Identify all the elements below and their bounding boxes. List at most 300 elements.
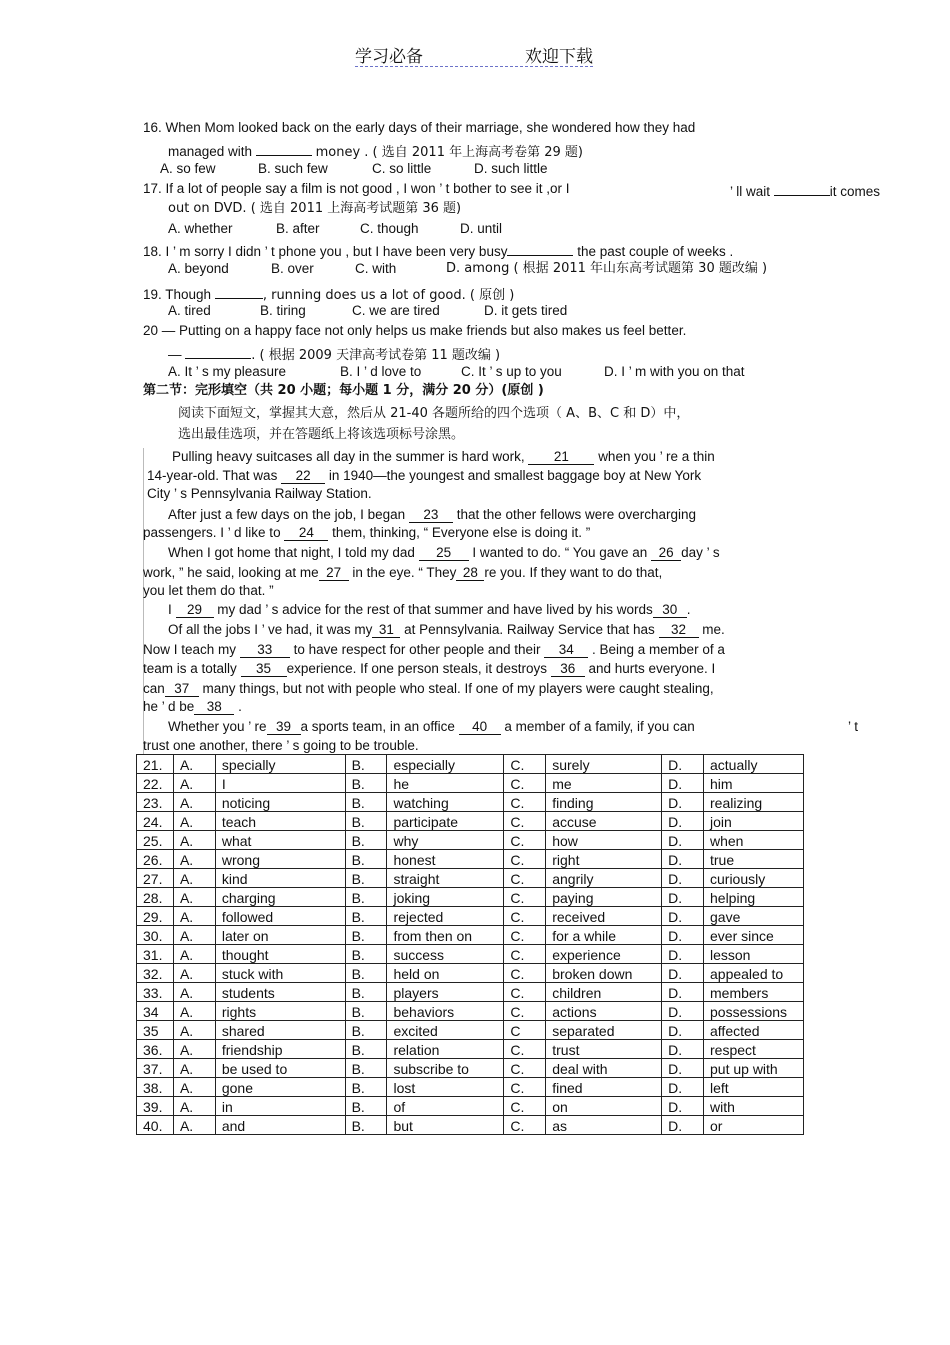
- q17-text3: it comes: [829, 184, 881, 199]
- passage-text: experience. If one person steals, it destroys: [286, 661, 547, 676]
- option-letter: D.: [662, 755, 704, 774]
- option-letter: A.: [173, 1021, 215, 1040]
- option-letter: C.: [504, 888, 546, 907]
- option-text: right: [546, 850, 662, 869]
- blank-23: 23: [409, 507, 453, 523]
- option-letter: A.: [173, 1097, 215, 1116]
- passage-text: many things, but not with people who steal. If one of my players were caught stealing,: [202, 681, 714, 696]
- q19-option-a: A. tired: [168, 303, 211, 318]
- option-letter: B.: [345, 1078, 387, 1097]
- option-letter: C.: [504, 1078, 546, 1097]
- q20-line1: 20 — Putting on a happy face not only helps us make friends but also makes us feel better.: [143, 323, 687, 338]
- passage-line: [143, 680, 714, 698]
- option-letter: C.: [504, 755, 546, 774]
- option-text: lost: [387, 1078, 504, 1097]
- option-text: me: [546, 774, 662, 793]
- blank-30: 30: [653, 602, 687, 618]
- blank-36: 36: [551, 661, 585, 677]
- option-text: specially: [215, 755, 345, 774]
- passage-text: 14-year-old. That was: [147, 468, 278, 483]
- q18-option-a: A. beyond: [168, 261, 229, 276]
- blank-21: 21: [528, 449, 594, 465]
- option-letter: A.: [173, 1116, 215, 1135]
- question-number: 39.: [137, 1097, 174, 1116]
- option-row: [137, 1078, 804, 1097]
- option-row: [137, 888, 804, 907]
- option-text: put up with: [704, 1059, 804, 1078]
- option-letter: C.: [504, 850, 546, 869]
- option-text: respect: [704, 1040, 804, 1059]
- option-letter: A.: [173, 831, 215, 850]
- option-text: why: [387, 831, 504, 850]
- q19-text: 19. Though: [143, 287, 212, 302]
- option-letter: D.: [662, 793, 704, 812]
- passage-line: [147, 467, 701, 485]
- blank-34: 34: [544, 642, 588, 658]
- question-number: 33.: [137, 983, 174, 1002]
- option-letter: D.: [662, 1040, 704, 1059]
- option-text: but: [387, 1116, 504, 1135]
- option-row: [137, 850, 804, 869]
- section2-title: 第二节：完形填空（共 20 小题；每小题 1 分，满分 20 分）(原创 ): [143, 383, 544, 398]
- option-letter: A.: [173, 983, 215, 1002]
- option-text: stuck with: [215, 964, 345, 983]
- option-text: helping: [704, 888, 804, 907]
- option-letter: C.: [504, 983, 546, 1002]
- option-letter: B.: [345, 983, 387, 1002]
- section2-instr2: 选出最佳选项，并在答题纸上将该选项标号涂黑。: [178, 427, 465, 442]
- passage-text: at Pennsylvania. Railway Service that has: [404, 622, 655, 637]
- passage-text: to have respect for other people and their: [293, 642, 541, 657]
- option-letter: C.: [504, 831, 546, 850]
- q18-text: 18. I ’ m sorry I didn ’ t phone you , but I have been very busy: [143, 244, 508, 259]
- option-letter: A.: [173, 1002, 215, 1021]
- option-row: [137, 907, 804, 926]
- q19-option-c: C. we are tired: [352, 303, 440, 318]
- option-text: I: [215, 774, 345, 793]
- blank-28: 28: [456, 565, 484, 581]
- option-text: watching: [387, 793, 504, 812]
- passage-text: re you. If they want to do that,: [484, 565, 663, 580]
- option-row: [137, 812, 804, 831]
- question-number: 22.: [137, 774, 174, 793]
- option-letter: B.: [345, 888, 387, 907]
- option-letter: C.: [504, 1040, 546, 1059]
- option-text: straight: [387, 869, 504, 888]
- option-letter: A.: [173, 793, 215, 812]
- passage-text: me.: [702, 622, 725, 637]
- option-letter: B.: [345, 1097, 387, 1116]
- option-text: lesson: [704, 945, 804, 964]
- question-number: 38.: [137, 1078, 174, 1097]
- q18-option-c: C. with: [355, 261, 397, 276]
- q20-option-a: A. It ’ s my pleasure: [168, 364, 287, 379]
- option-text: finding: [546, 793, 662, 812]
- q17-line1-end: [730, 180, 880, 201]
- option-letter: C: [504, 1021, 546, 1040]
- option-letter: C.: [504, 926, 546, 945]
- option-text: behaviors: [387, 1002, 504, 1021]
- option-row: [137, 869, 804, 888]
- option-text: followed: [215, 907, 345, 926]
- option-text: charging: [215, 888, 345, 907]
- option-text: joking: [387, 888, 504, 907]
- option-text: broken down: [546, 964, 662, 983]
- blank-24: 24: [284, 525, 328, 541]
- blank-33: 33: [240, 642, 290, 658]
- option-letter: D.: [662, 1002, 704, 1021]
- passage-text: . Being a member of a: [592, 642, 725, 657]
- q16-option-b: B. such few: [258, 161, 328, 176]
- option-text: on: [546, 1097, 662, 1116]
- option-text: be used to: [215, 1059, 345, 1078]
- option-letter: D.: [662, 1078, 704, 1097]
- passage-text: when you ’ re a thin: [598, 449, 715, 464]
- option-text: gone: [215, 1078, 345, 1097]
- passage-line: [168, 621, 725, 639]
- option-text: children: [546, 983, 662, 1002]
- option-text: actually: [704, 755, 804, 774]
- question-number: 29.: [137, 907, 174, 926]
- passage-text: passengers. I ’ d like to: [143, 525, 281, 540]
- option-letter: C.: [504, 793, 546, 812]
- option-text: surely: [546, 755, 662, 774]
- option-text: for a while: [546, 926, 662, 945]
- option-letter: C.: [504, 1059, 546, 1078]
- option-text: left: [704, 1078, 804, 1097]
- passage-line: [168, 601, 691, 619]
- passage-line: [168, 506, 696, 524]
- option-text: gave: [704, 907, 804, 926]
- q20-option-c: C. It ’ s up to you: [461, 364, 562, 379]
- option-letter: B.: [345, 1002, 387, 1021]
- q17-option-d: D. until: [460, 221, 503, 236]
- option-letter: C.: [504, 964, 546, 983]
- question-number: 27.: [137, 869, 174, 888]
- passage-line: trust one another, there ’ s going to be trouble.: [143, 738, 419, 753]
- option-letter: B.: [345, 1040, 387, 1059]
- question-number: 35: [137, 1021, 174, 1040]
- option-row: [137, 1059, 804, 1078]
- q17-line2: out on DVD. ( 选自 2011 上海高考试题第 36 题): [168, 201, 462, 216]
- option-letter: A.: [173, 926, 215, 945]
- section2-instr1: 阅读下面短文，掌握其大意，然后从 21-40 各题所给的四个选项（ A、B、C 和 D）中，: [178, 406, 690, 421]
- q19-option-b: B. tiring: [260, 303, 306, 318]
- option-letter: D.: [662, 1116, 704, 1135]
- page-header: [355, 42, 593, 67]
- option-row: [137, 1097, 804, 1116]
- option-row: [137, 983, 804, 1002]
- option-row: [137, 926, 804, 945]
- blank-38: 38: [194, 699, 234, 715]
- q18-line1: [143, 240, 733, 261]
- passage-text: my dad ’ s advice for the rest of that summer and have lived by his words: [217, 602, 653, 617]
- q16-blank: [256, 140, 312, 156]
- option-text: angrily: [546, 869, 662, 888]
- option-text: possessions: [704, 1002, 804, 1021]
- option-text: students: [215, 983, 345, 1002]
- q17-line1: [143, 180, 569, 198]
- option-letter: C.: [504, 907, 546, 926]
- option-text: when: [704, 831, 804, 850]
- passage-text: team is a totally: [143, 661, 237, 676]
- blank-29: 29: [176, 602, 214, 618]
- option-text: as: [546, 1116, 662, 1135]
- option-letter: A.: [173, 964, 215, 983]
- question-number: 30.: [137, 926, 174, 945]
- option-text: deal with: [546, 1059, 662, 1078]
- q16-option-d: D. such little: [474, 161, 548, 176]
- option-letter: D.: [662, 774, 704, 793]
- option-letter: A.: [173, 907, 215, 926]
- passage-text: Whether you ’ re: [168, 719, 267, 734]
- header-right: 欢迎下载: [525, 47, 593, 67]
- option-letter: D.: [662, 1021, 704, 1040]
- option-letter: B.: [345, 774, 387, 793]
- option-letter: B.: [345, 926, 387, 945]
- option-letter: D.: [662, 1059, 704, 1078]
- question-number: 37.: [137, 1059, 174, 1078]
- option-text: success: [387, 945, 504, 964]
- passage-text: and hurts everyone. I: [588, 661, 716, 676]
- passage-line: [172, 448, 715, 466]
- option-text: participate: [387, 812, 504, 831]
- passage-text: in the eye. “ They: [352, 565, 457, 580]
- passage-line: [143, 564, 662, 582]
- option-letter: B.: [345, 964, 387, 983]
- q16-option-c: C. so little: [372, 161, 432, 176]
- q19-blank: [215, 283, 263, 299]
- blank-25: 25: [419, 545, 469, 561]
- option-row: [137, 1021, 804, 1040]
- passage-text: After just a few days on the job, I began: [168, 507, 406, 522]
- question-number: 36.: [137, 1040, 174, 1059]
- passage-line: [143, 698, 242, 716]
- option-letter: B.: [345, 793, 387, 812]
- option-text: subscribe to: [387, 1059, 504, 1078]
- option-letter: D.: [662, 812, 704, 831]
- passage-text: work, ” he said, looking at me: [143, 565, 319, 580]
- option-text: what: [215, 831, 345, 850]
- option-letter: C.: [504, 945, 546, 964]
- option-letter: B.: [345, 1059, 387, 1078]
- option-letter: D.: [662, 831, 704, 850]
- passage-text: day ’ s: [681, 545, 720, 560]
- option-text: received: [546, 907, 662, 926]
- option-letter: D.: [662, 850, 704, 869]
- q17-option-b: B. after: [276, 221, 320, 236]
- option-text: affected: [704, 1021, 804, 1040]
- option-text: excited: [387, 1021, 504, 1040]
- q17-blank: [774, 180, 830, 196]
- passage-text: I wanted to do. “ You gave an: [472, 545, 648, 560]
- option-letter: C.: [504, 1116, 546, 1135]
- option-letter: D.: [662, 926, 704, 945]
- question-number: 23.: [137, 793, 174, 812]
- q18-text2: the past couple of weeks .: [577, 244, 734, 259]
- option-row: [137, 831, 804, 850]
- option-letter: D.: [662, 907, 704, 926]
- option-letter: A.: [173, 812, 215, 831]
- option-text: players: [387, 983, 504, 1002]
- passage-line: [143, 660, 715, 678]
- option-letter: A.: [173, 945, 215, 964]
- blank-37: 37: [165, 681, 199, 697]
- option-text: paying: [546, 888, 662, 907]
- option-letter: D.: [662, 869, 704, 888]
- q19-text2: , running does us a lot of good. ( 原创 ): [262, 288, 515, 303]
- option-letter: B.: [345, 907, 387, 926]
- passage-text: Now I teach my: [143, 642, 237, 657]
- q18-option-b: B. over: [271, 261, 314, 276]
- q20-blank: [185, 343, 251, 359]
- q16-text: managed with: [168, 144, 253, 159]
- option-letter: B.: [345, 1116, 387, 1135]
- option-text: he: [387, 774, 504, 793]
- blank-39: 39: [267, 719, 301, 735]
- question-number: 28.: [137, 888, 174, 907]
- q16-line1: 16. When Mom looked back on the early days of their marriage, she wondered how they had: [143, 120, 696, 135]
- option-letter: B.: [345, 831, 387, 850]
- option-row: [137, 945, 804, 964]
- q18-option-d: D. among ( 根据 2011 年山东高考试题第 30 题改编 ): [446, 261, 768, 276]
- option-text: appealed to: [704, 964, 804, 983]
- passage-line-end: ’ t: [848, 719, 858, 734]
- option-text: or: [704, 1116, 804, 1135]
- option-text: friendship: [215, 1040, 345, 1059]
- option-letter: D.: [662, 888, 704, 907]
- passage-text: a member of a family, if you can: [504, 719, 695, 734]
- option-letter: B.: [345, 812, 387, 831]
- option-text: actions: [546, 1002, 662, 1021]
- option-row: [137, 793, 804, 812]
- passage-text: in 1940—the youngest and smallest baggage boy at New York: [328, 468, 702, 483]
- option-letter: B.: [345, 869, 387, 888]
- option-text: rejected: [387, 907, 504, 926]
- passage-text: them, thinking, “ Everyone else is doing it. ”: [332, 525, 591, 540]
- option-text: later on: [215, 926, 345, 945]
- passage-text: that the other fellows were overcharging: [456, 507, 697, 522]
- passage-text: he ’ d be: [143, 699, 195, 714]
- question-number: 34: [137, 1002, 174, 1021]
- option-text: realizing: [704, 793, 804, 812]
- passage-text: .: [686, 602, 691, 617]
- q20-source: . ( 根据 2009 天津高考试卷第 11 题改编 ): [251, 348, 501, 363]
- passage-line: City ’ s Pennsylvania Railway Station.: [147, 486, 372, 501]
- q16-option-a: A. so few: [160, 161, 216, 176]
- option-text: thought: [215, 945, 345, 964]
- passage-text: can: [143, 681, 165, 696]
- option-text: join: [704, 812, 804, 831]
- header-left: 学习必备: [355, 47, 423, 67]
- option-text: relation: [387, 1040, 504, 1059]
- option-text: trust: [546, 1040, 662, 1059]
- option-text: shared: [215, 1021, 345, 1040]
- option-text: kind: [215, 869, 345, 888]
- option-text: fined: [546, 1078, 662, 1097]
- option-letter: C.: [504, 774, 546, 793]
- option-text: and: [215, 1116, 345, 1135]
- passage-text: Pulling heavy suitcases all day in the summer is hard work,: [172, 449, 525, 464]
- option-letter: C.: [504, 1002, 546, 1021]
- passage-text: I: [168, 602, 172, 617]
- option-letter: C.: [504, 1097, 546, 1116]
- option-row: [137, 1002, 804, 1021]
- option-letter: B.: [345, 755, 387, 774]
- question-number: 21.: [137, 755, 174, 774]
- question-number: 25.: [137, 831, 174, 850]
- option-letter: C.: [504, 812, 546, 831]
- option-text: honest: [387, 850, 504, 869]
- option-text: especially: [387, 755, 504, 774]
- passage-text: .: [238, 699, 242, 714]
- passage-line: [168, 544, 720, 562]
- option-text: how: [546, 831, 662, 850]
- option-text: held on: [387, 964, 504, 983]
- option-text: curiously: [704, 869, 804, 888]
- passage-line: you let them do that. ”: [143, 583, 274, 598]
- option-text: noticing: [215, 793, 345, 812]
- option-letter: A.: [173, 1059, 215, 1078]
- q20-option-b: B. I ’ d love to: [340, 364, 422, 379]
- passage-text: When I got home that night, I told my dad: [168, 545, 415, 560]
- question-number: 26.: [137, 850, 174, 869]
- q17-option-c: C. though: [360, 221, 419, 236]
- option-letter: A.: [173, 1040, 215, 1059]
- question-number: 40.: [137, 1116, 174, 1135]
- option-letter: A.: [173, 755, 215, 774]
- blank-22: 22: [281, 468, 325, 484]
- q17-text: 17. If a lot of people say a film is not good , I won ’ t bother to see it ,or I: [143, 181, 570, 196]
- passage-text: a sports team, in an office: [300, 719, 455, 734]
- option-letter: D.: [662, 1097, 704, 1116]
- blank-26: 26: [651, 545, 681, 561]
- q16-line2: [168, 140, 583, 162]
- option-letter: A.: [173, 1078, 215, 1097]
- question-number: 32.: [137, 964, 174, 983]
- option-text: accuse: [546, 812, 662, 831]
- option-letter: B.: [345, 1021, 387, 1040]
- option-letter: B.: [345, 945, 387, 964]
- option-row: [137, 1116, 804, 1135]
- option-text: of: [387, 1097, 504, 1116]
- blank-27: 27: [319, 565, 349, 581]
- q17-option-a: A. whether: [168, 221, 233, 236]
- option-letter: A.: [173, 850, 215, 869]
- option-text: separated: [546, 1021, 662, 1040]
- option-letter: A.: [173, 869, 215, 888]
- option-row: [137, 964, 804, 983]
- option-text: members: [704, 983, 804, 1002]
- blank-35: 35: [241, 661, 287, 677]
- option-text: wrong: [215, 850, 345, 869]
- option-text: true: [704, 850, 804, 869]
- question-number: 31.: [137, 945, 174, 964]
- q20-option-d: D. I ’ m with you on that: [604, 364, 745, 379]
- passage-line: [143, 524, 590, 542]
- option-text: ever since: [704, 926, 804, 945]
- option-row: [137, 1040, 804, 1059]
- option-text: rights: [215, 1002, 345, 1021]
- option-letter: C.: [504, 869, 546, 888]
- option-row: [137, 755, 804, 774]
- q20-line2: [168, 343, 500, 365]
- option-text: teach: [215, 812, 345, 831]
- passage-line: [168, 718, 695, 736]
- option-text: experience: [546, 945, 662, 964]
- blank-31: 31: [372, 622, 400, 638]
- option-letter: D.: [662, 964, 704, 983]
